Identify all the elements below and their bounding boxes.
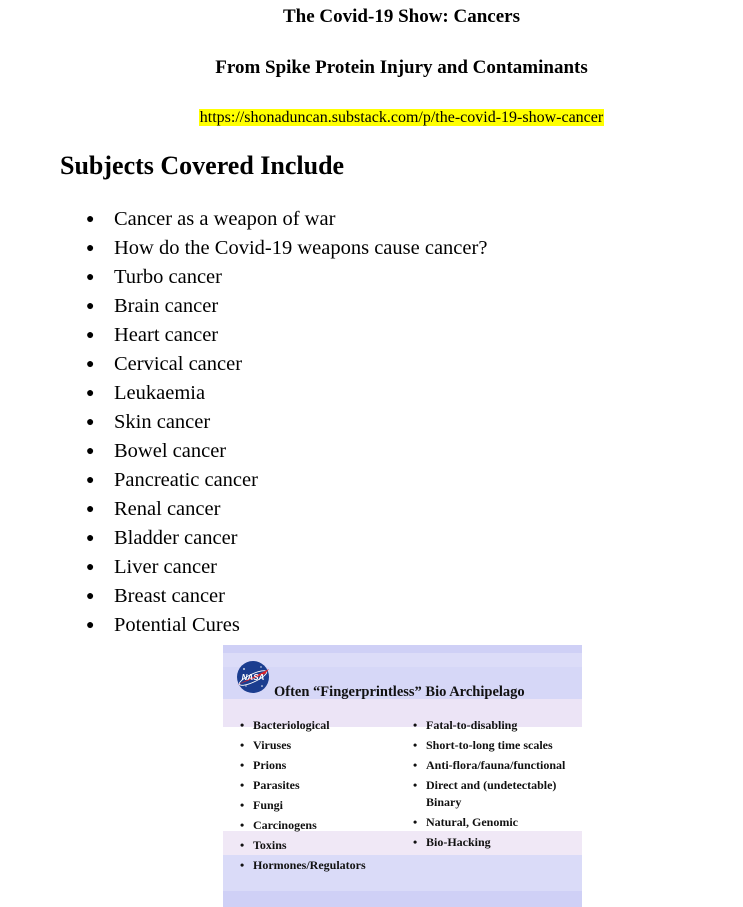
- subject-item: [0, 234, 487, 263]
- slide-right-item: • Bio-Hacking: [412, 834, 572, 851]
- slide-left-item: • Carcinogens: [239, 817, 389, 834]
- subject-item: [0, 466, 487, 495]
- nasa-logo-text: NASA: [241, 673, 265, 682]
- subject-item: [0, 321, 487, 350]
- slide-band: [223, 645, 582, 653]
- slide-right-item: • Fatal-to-disabling: [412, 717, 572, 734]
- subject-item: [0, 292, 487, 321]
- slide-right-list: [412, 717, 572, 854]
- slide-left-item: • Hormones/Regulators: [239, 857, 389, 874]
- subject-text: Breast cancer: [114, 585, 225, 607]
- slide-right-item: • Anti-flora/fauna/functional: [412, 757, 572, 774]
- bullet-icon: ●: [86, 328, 95, 343]
- subject-item: [0, 379, 487, 408]
- slide-left-item: • Viruses: [239, 737, 389, 754]
- subject-text: Renal cancer: [114, 498, 221, 520]
- slide-left-item: • Parasites: [239, 777, 389, 794]
- subject-text: Leukaemia: [114, 382, 206, 404]
- bullet-icon: ●: [86, 560, 95, 575]
- slide-right-item: • Direct and (undetectable) Binary: [412, 777, 572, 811]
- subject-item: [0, 495, 487, 524]
- slide-left-item: • Fungi: [239, 797, 389, 814]
- document-title: The Covid-19 Show: Cancers: [283, 6, 520, 27]
- subject-item: [0, 582, 487, 611]
- subject-text: Cancer as a weapon of war: [114, 208, 336, 230]
- embedded-slide-image: [223, 645, 582, 907]
- slide-left-list: [239, 717, 389, 877]
- slide-right-item: • Natural, Genomic: [412, 814, 572, 831]
- subject-item: [0, 263, 487, 292]
- subject-text: Heart cancer: [114, 324, 219, 346]
- subject-text: Pancreatic cancer: [114, 469, 258, 491]
- url-line: [0, 108, 743, 128]
- source-link[interactable]: https://shonaduncan.substack.com/p/the-covid-19-show-cancer: [199, 109, 604, 126]
- bullet-icon: ●: [86, 270, 95, 285]
- subject-text: Skin cancer: [114, 411, 211, 433]
- bullet-icon: ●: [86, 473, 95, 488]
- document-subtitle: From Spike Protein Injury and Contaminants: [215, 57, 588, 78]
- subject-text: Liver cancer: [114, 556, 217, 578]
- bullet-icon: ●: [86, 531, 95, 546]
- subject-item: [0, 408, 487, 437]
- subject-item: [0, 350, 487, 379]
- subjects-list: [0, 205, 487, 640]
- slide-title: Often “Fingerprintless” Bio Archipelago: [274, 684, 525, 700]
- bullet-icon: ●: [86, 444, 95, 459]
- subject-item: [0, 437, 487, 466]
- slide-band: [223, 891, 582, 907]
- bullet-icon: ●: [86, 415, 95, 430]
- bullet-icon: ●: [86, 241, 95, 256]
- slide-band: [223, 653, 582, 667]
- subject-item: [0, 205, 487, 234]
- subject-text: Brain cancer: [114, 295, 219, 317]
- bullet-icon: ●: [86, 618, 95, 633]
- bullet-icon: ●: [86, 386, 95, 401]
- subject-text: Bladder cancer: [114, 527, 238, 549]
- subject-text: Cervical cancer: [114, 353, 243, 375]
- slide-right-item: • Short-to-long time scales: [412, 737, 572, 754]
- bullet-icon: ●: [86, 589, 95, 604]
- subject-item: [0, 611, 487, 640]
- slide-left-item: • Toxins: [239, 837, 389, 854]
- slide-left-item: • Bacteriological: [239, 717, 389, 734]
- subject-text: Potential Cures: [114, 614, 240, 636]
- section-heading: Subjects Covered Include: [60, 151, 345, 180]
- slide-left-item: • Prions: [239, 757, 389, 774]
- subject-text: How do the Covid-19 weapons cause cancer?: [114, 237, 488, 259]
- bullet-icon: ●: [86, 357, 95, 372]
- subject-item: [0, 553, 487, 582]
- bullet-icon: ●: [86, 299, 95, 314]
- subject-text: Turbo cancer: [114, 266, 222, 288]
- bullet-icon: ●: [86, 212, 95, 227]
- bullet-icon: ●: [86, 502, 95, 517]
- subject-text: Bowel cancer: [114, 440, 227, 462]
- subject-item: [0, 524, 487, 553]
- nasa-logo-icon: [235, 659, 271, 695]
